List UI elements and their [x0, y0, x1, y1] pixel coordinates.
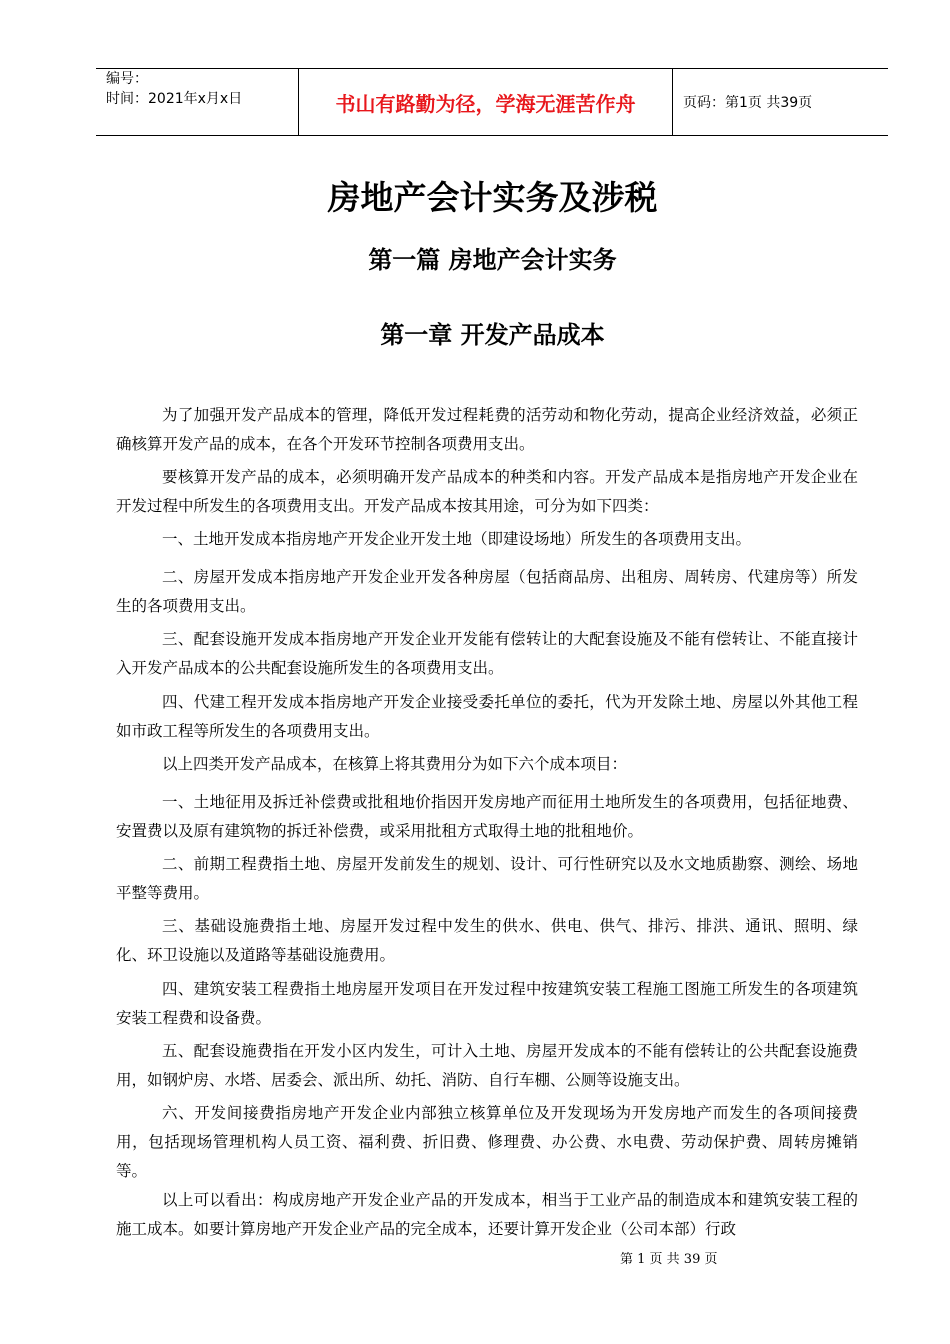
header-meta-cell: [96, 69, 299, 135]
page-info: 页码：第1页 共39页: [683, 95, 813, 111]
page-footer: 第 1 页 共 39 页: [620, 1252, 718, 1267]
paragraph: 要核算开发产品的成本，必须明确开发产品成本的种类和内容。开发产品成本是指房地产开发企业在开发过程中所发生的各项费用支出。开发产品成本按其用途，可分为如下四类：: [116, 468, 858, 515]
paragraph: 为了加强开发产品成本的管理，降低开发过程耗费的活劳动和物化劳动，提高企业经济效益，必须正确核算开发产品的成本，在各个开发环节控制各项费用支出。: [116, 406, 858, 453]
paragraph: 五、配套设施费指在开发小区内发生，可计入土地、房屋开发成本的不能有偿转让的公共配套设施费用，如钢炉房、水塔、居委会、派出所、幼托、消防、自行车棚、公厕等设施支出。: [116, 1042, 858, 1089]
paragraph: 以上四类开发产品成本，在核算上将其费用分为如下六个成本项目：: [162, 755, 628, 773]
number-label: 编号：: [106, 71, 148, 87]
paragraph: 一、土地开发成本指房地产开发企业开发土地（即建设场地）所发生的各项费用支出。: [162, 530, 752, 548]
motto-text: 书山有路勤为径，学海无涯苦作舟: [335, 91, 636, 116]
paragraph: 四、代建工程开发成本指房地产开发企业接受委托单位的委托，代为开发除土地、房屋以外其他工程如市政工程等所发生的各项费用支出。: [116, 693, 858, 740]
document-title: 房地产会计实务及涉税: [327, 178, 658, 217]
time-label: 时间：2021年x月x日: [106, 91, 243, 107]
header-table: [96, 68, 888, 136]
paragraph: 一、土地征用及拆迁补偿费或批租地价指因开发房地产而征用土地所发生的各项费用，包括征地费、安置费以及原有建筑物的拆迁补偿费，或采用批租方式取得土地的批租地价。: [116, 793, 858, 840]
paragraph: 三、基础设施费指土地、房屋开发过程中发生的供水、供电、供气、排污、排洪、通讯、照明、绿化、环卫设施以及道路等基础设施费用。: [116, 917, 858, 964]
paragraph: 六、开发间接费指房地产开发企业内部独立核算单位及开发现场为开发房地产而发生的各项间接费用，包括现场管理机构人员工资、福利费、折旧费、修理费、办公费、水电费、劳动保护费、周转房摊销等。: [116, 1104, 858, 1180]
page-info-cell: [673, 69, 888, 135]
paragraph: 四、建筑安装工程费指土地房屋开发项目在开发过程中按建筑安装工程施工图施工所发生的各项建筑安装工程费和设备费。: [116, 980, 858, 1027]
paragraph: 二、前期工程费指土地、房屋开发前发生的规划、设计、可行性研究以及水文地质勘察、测绘、场地平整等费用。: [116, 855, 858, 902]
paragraph: 三、配套设施开发成本指房地产开发企业开发能有偿转让的大配套设施及不能有偿转让、不能直接计入开发产品成本的公共配套设施所发生的各项费用支出。: [116, 630, 858, 677]
paragraph: 二、房屋开发成本指房地产开发企业开发各种房屋（包括商品房、出租房、周转房、代建房等）所发生的各项费用支出。: [116, 568, 858, 615]
motto-cell: [299, 69, 673, 135]
chapter-title: 第一章 开发产品成本: [380, 321, 605, 349]
part-title: 第一篇 房地产会计实务: [368, 246, 617, 274]
paragraph: 以上可以看出：构成房地产开发企业产品的开发成本，相当于工业产品的制造成本和建筑安装工程的施工成本。如要计算房地产开发企业产品的完全成本，还要计算开发企业（公司本部）行政: [116, 1191, 858, 1238]
